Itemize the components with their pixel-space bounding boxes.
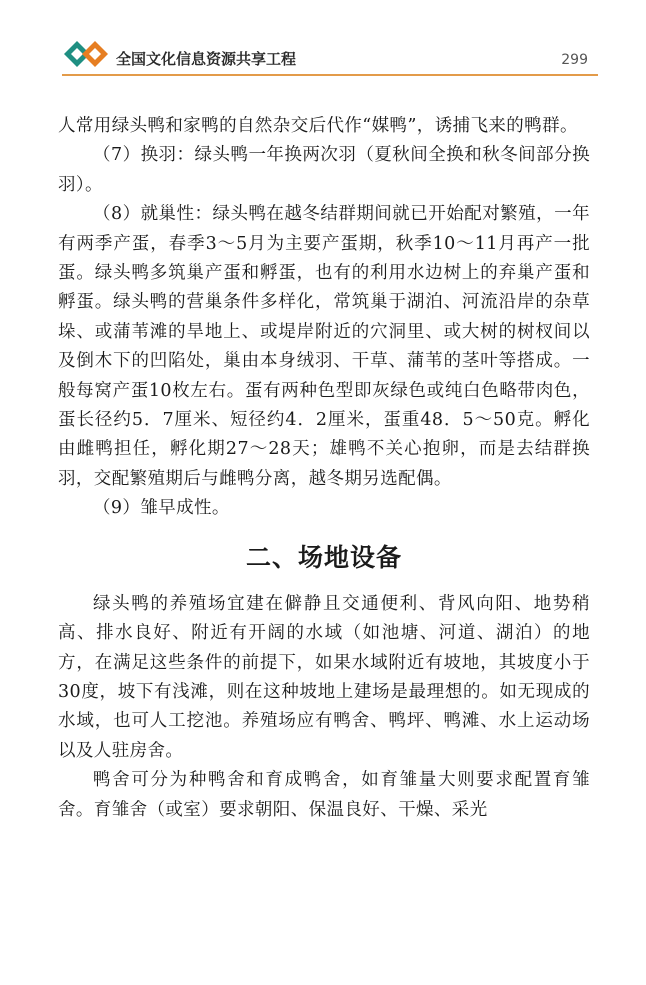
section-heading: 二、场地设备: [245, 542, 402, 572]
body-paragraph: 人常用绿头鸭和家鸭的自然杂交后代作“媒鸭”，诱捕飞来的鸭群。: [58, 116, 578, 136]
header-title: 全国文化信息资源共享工程: [116, 50, 297, 68]
header-divider: [62, 74, 598, 76]
body-paragraph: 绿头鸭的养殖场宜建在僻静且交通便利、背风向阳、地势稍高、排水良好、附近有开阔的水域（如池塘、河道、湖泊）的地方，在满足这些条件的前提下，如果水域附近有坡地，其坡度小于30度，坡下有浅滩，则在这种坡地上建场是最理想的。如无现成的水域，也可人工挖池。养殖场应有鸭舍、鸭坪、鸭滩、水上运动场以及人驻房舍。: [58, 593, 590, 761]
page-number: 299: [561, 52, 588, 68]
diamond-logo-icon: [62, 39, 112, 69]
page-header: [0, 0, 646, 80]
body-paragraph: （8）就巢性：绿头鸭在越冬结群期间就已开始配对繁殖，一年有两季产蛋，春季3～5月为主要产蛋期，秋季10～11月再产一批蛋。绿头鸭多筑巢产蛋和孵蛋，也有的利用水边树上的弃巢产蛋和孵蛋。绿头鸭的营巢条件多样化，常筑巢于湖泊、河流沿岸的杂草垛、或蒲苇滩的旱地上、或堤岸附近的穴洞里、或大树的树杈间以及倒木下的凹陷处，巢由本身绒羽、干草、蒲苇的茎叶等搭成。一般每窝产蛋10枚左右。蛋有两种色型即灰绿色或纯白色略带肉色，蛋长径约5．7厘米、短径约4．2厘米，蛋重48．5～50克。孵化由雌鸭担任，孵化期27～28天；雄鸭不关心抱卵，而是去结群换羽，交配繁殖期后与雌鸭分离，越冬期另选配偶。: [58, 204, 590, 489]
page-body: [58, 112, 590, 825]
body-paragraph: （9）雏早成性。: [93, 498, 230, 519]
body-paragraph: （7）换羽：绿头鸭一年换两次羽（夏秋间全换和秋冬间部分换羽）。: [58, 145, 590, 195]
body-paragraph: 鸭舍可分为种鸭舍和育成鸭舍，如育雏量大则要求配置育雏舍。育雏舍（或室）要求朝阳、保温良好、干燥、采光: [58, 770, 590, 820]
